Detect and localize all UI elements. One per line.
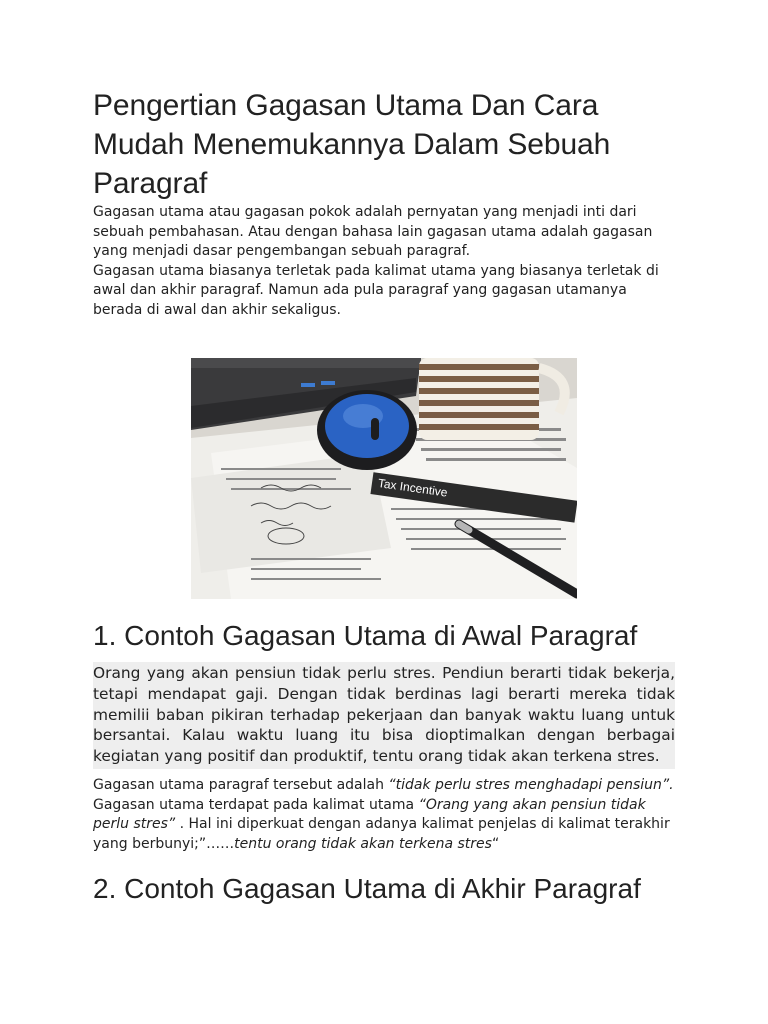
example-paragraph-highlight: Orang yang akan pensiun tidak perlu stres. Pendiun berarti tidak bekerja, tetapi mendapat gaji. Dengan tidak berdinas lagi berarti mereka tidak memilii baban pikiran terhadap pekerjaan dan banyak waktu luang untuk bersantai. Kalau waktu luang itu bisa dioptimalkan dengan berbagai kegiatan yang positif dan produktif, tentu orang tidak akan terkena stres. xyxy=(93,662,675,769)
explanation-paragraph xyxy=(93,776,675,854)
intro-paragraph-1: Gagasan utama atau gagasan pokok adalah pernyatan yang menjadi inti dari sebuah pembahasan. Atau dengan bahasa lain gagasan utama adalah gagasan yang menjadi dasar pengembangan sebuah paragraf. xyxy=(93,204,653,259)
desk-photo xyxy=(191,358,577,599)
explanation-italic-3: tentu orang tidak akan terkena stres xyxy=(234,835,492,852)
section-heading-1: 1. Contoh Gagasan Utama di Awal Paragraf xyxy=(93,620,638,651)
explanation-text-4: “ xyxy=(491,835,500,852)
explanation-italic-2: “Orang yang akan pensiun tidak perlu stres” xyxy=(93,796,646,833)
explanation-text-1: Gagasan utama paragraf tersebut adalah xyxy=(93,777,389,793)
explanation-text-3: . Hal ini diperkuat dengan adanya kalimat penjelas di kalimat terakhir yang berbunyi;”…… xyxy=(93,816,670,852)
article-title: Pengertian Gagasan Utama Dan Cara Mudah Menemukannya Dalam Sebuah Paragraf xyxy=(93,89,611,200)
explanation-italic-1: “tidak perlu stres menghadapi pensiun”. xyxy=(388,777,674,793)
article xyxy=(93,86,675,904)
intro-paragraph-2: Gagasan utama biasanya terletak pada kalimat utama yang biasanya terletak di awal dan akhir paragraf. Namun ada pula paragraf yang gagasan utamanya berada di awal dan akhir sekaligus. xyxy=(93,262,659,318)
explanation-text-2: Gagasan utama terdapat pada kalimat utama xyxy=(93,796,419,813)
tax-incentive-label: Tax Incentive xyxy=(377,475,449,500)
section-heading-2: 2. Contoh Gagasan Utama di Akhir Paragraf xyxy=(93,873,641,904)
